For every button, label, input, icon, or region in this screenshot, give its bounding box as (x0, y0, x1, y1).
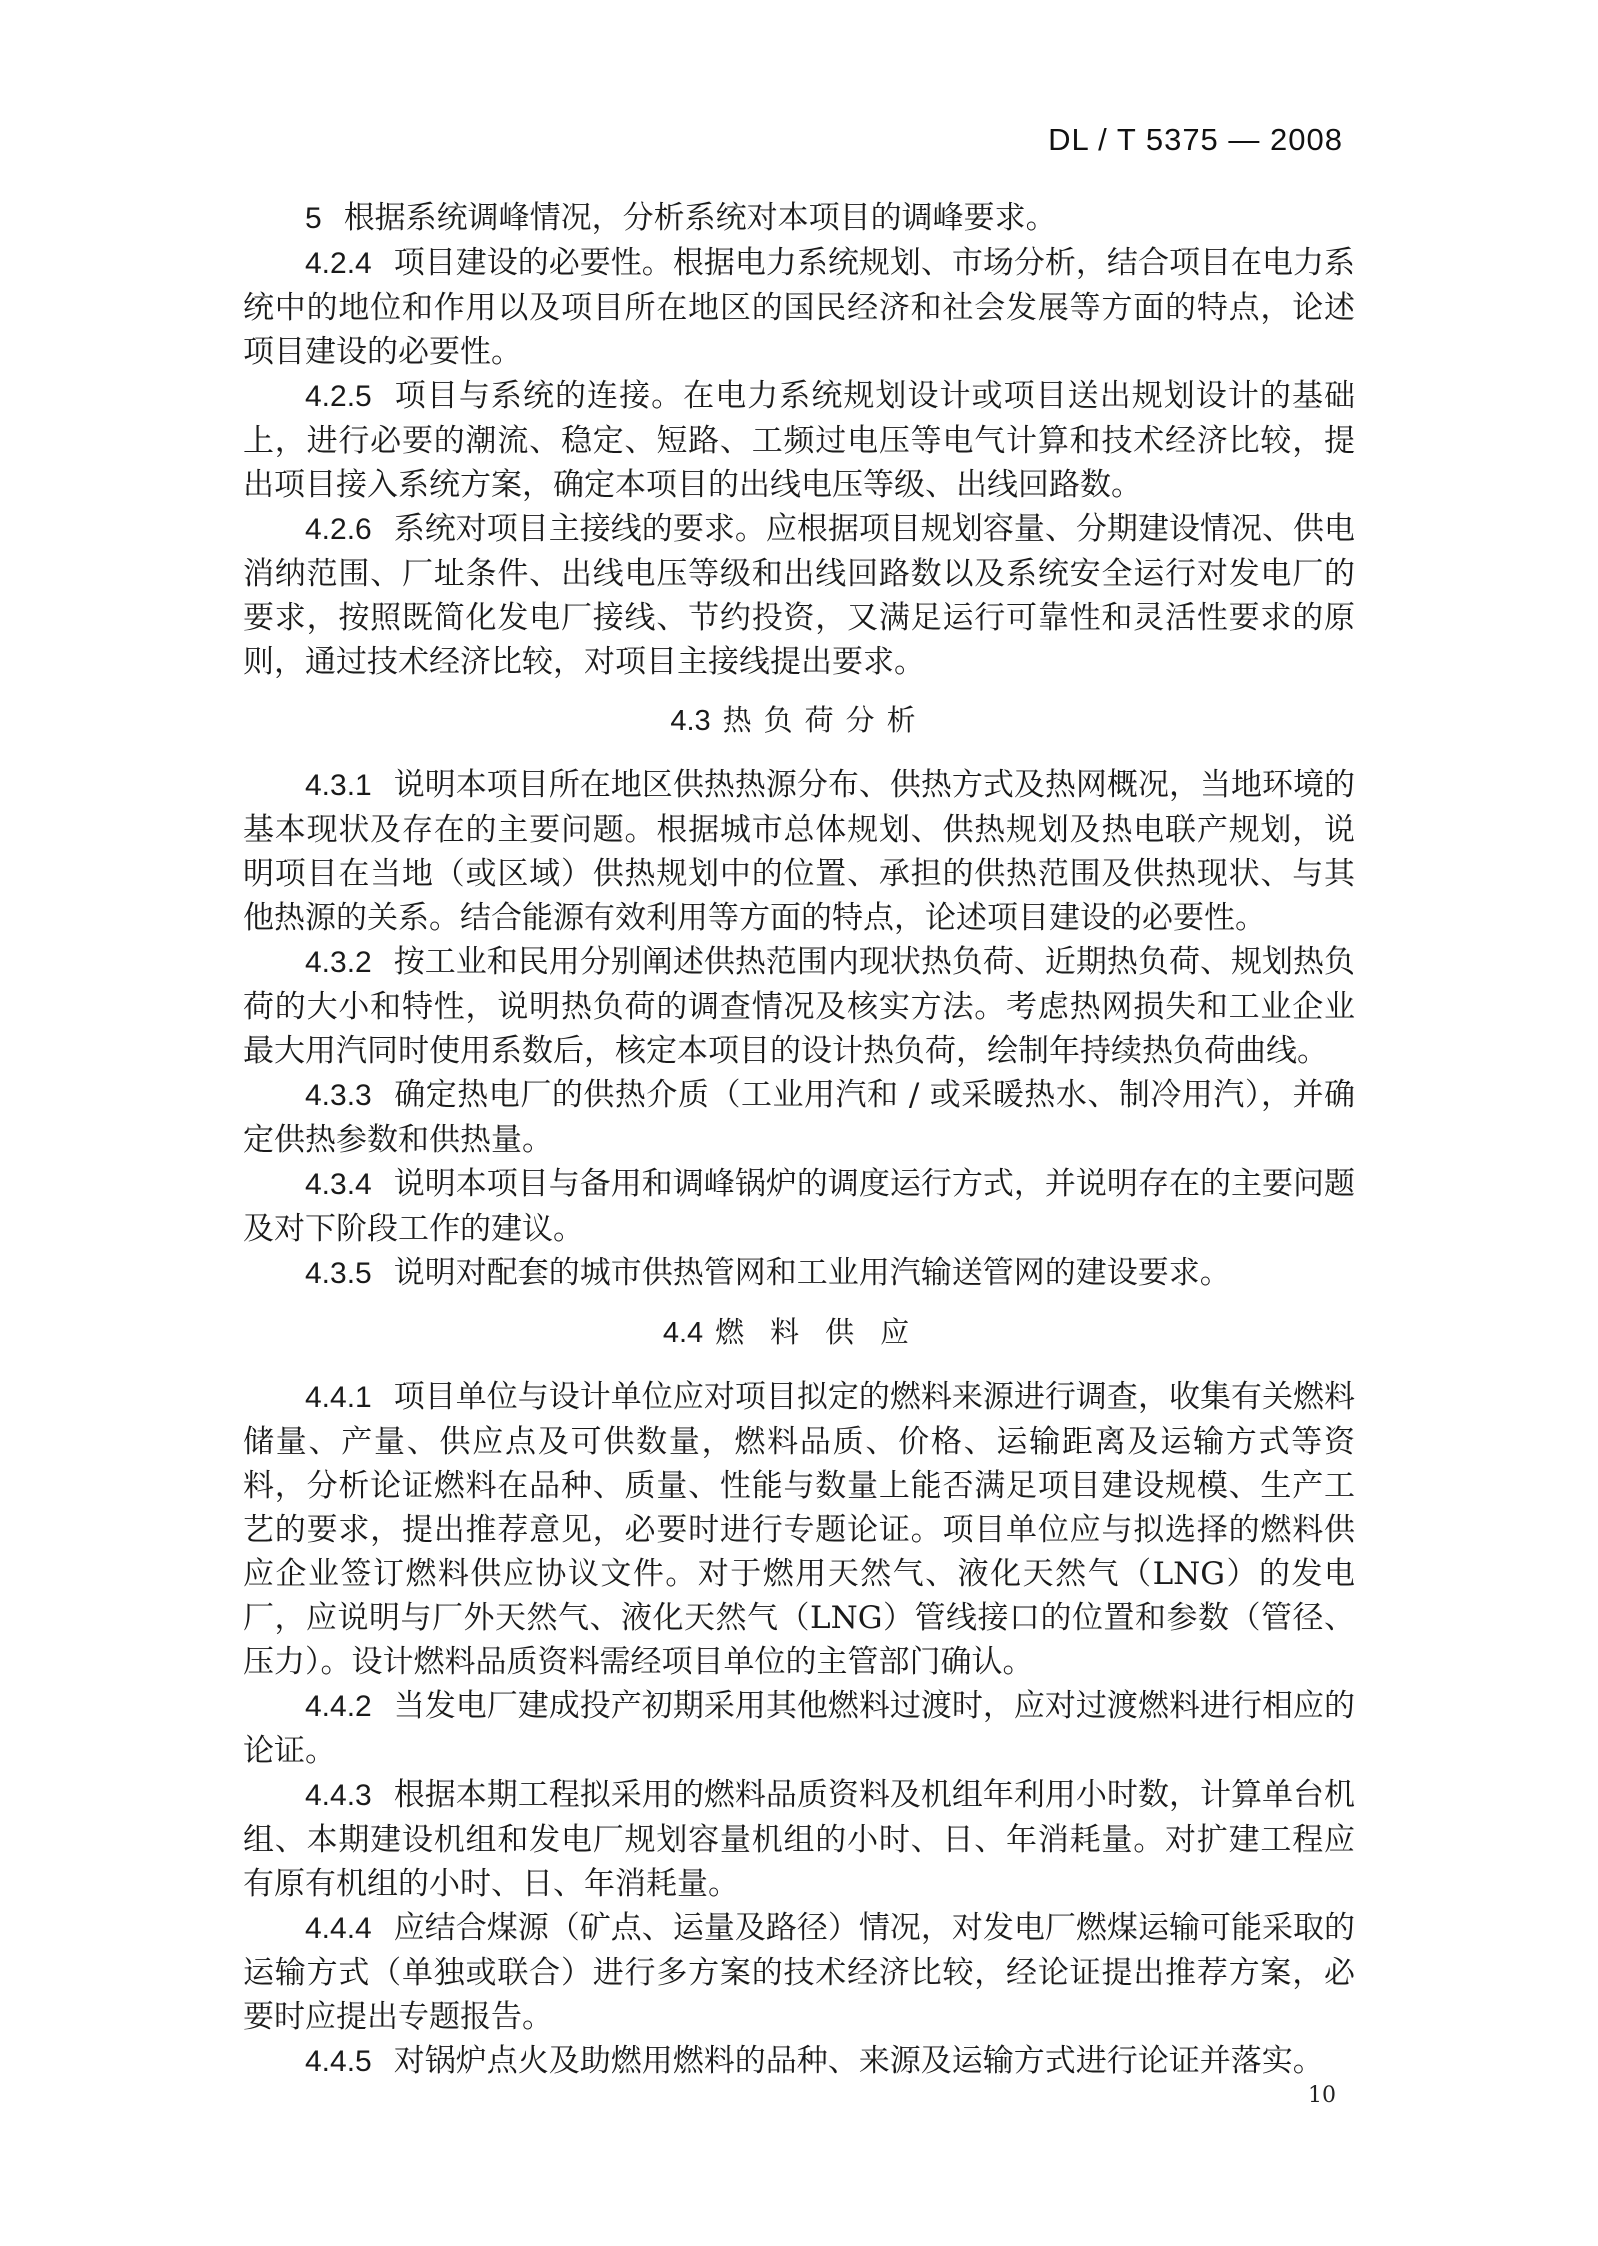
clause-text: 项目单位与设计单位应对项目拟定的燃料来源进行调查，收集有关燃料储量、产量、供应点及可供数量，燃料品质、价格、运输距离及运输方式等资料，分析论证燃料在品种、质量、性能与数量上能否满足项目建设规模、生产工艺的要求，提出推荐意见，必要时进行专题论证。项目单位应与拟选择的燃料供应企业签订燃料供应协议文件。对于燃用天然气、液化天然气（LNG）的发电厂，应说明与厂外天然气、液化天然气（LNG）管线接口的位置和参数（管径、压力）。设计燃料品质资料需经项目单位的主管部门确认。 (243, 1379, 1355, 1680)
clause-text: 根据系统调峰情况，分析系统对本项目的调峰要求。 (343, 200, 1057, 236)
clause-number: 4.2.5 (305, 380, 372, 413)
paragraph (243, 763, 1355, 940)
section-heading-4-3 (243, 698, 1355, 743)
paragraph (243, 1773, 1355, 1906)
paragraph (243, 507, 1355, 684)
clause-text: 对锅炉点火及助燃用燃料的品种、来源及运输方式进行论证并落实。 (393, 2043, 1324, 2079)
clause-number: 4.2.4 (305, 247, 372, 280)
document-body (243, 196, 1355, 2084)
paragraph (243, 1906, 1355, 2039)
clause-text: 应结合煤源（矿点、运量及路径）情况，对发电厂燃煤运输可能采取的运输方式（单独或联合）进行多方案的技术经济比较，经论证提出推荐方案，必要时应提出专题报告。 (243, 1910, 1355, 2035)
section-number: 4.4 (662, 1317, 704, 1349)
clause-text: 说明对配套的城市供热管网和工业用汽输送管网的建设要求。 (393, 1255, 1231, 1291)
clause-text: 按工业和民用分别阐述供热范围内现状热负荷、近期热负荷、规划热负荷的大小和特性，说明热负荷的调查情况及核实方法。考虑热网损失和工业企业最大用汽同时使用系数后，核定本项目的设计热负荷，绘制年持续热负荷曲线。 (243, 944, 1355, 1069)
paragraph (243, 241, 1355, 374)
clause-number: 4.2.6 (305, 513, 372, 546)
standard-code-header: DL / T 5375 — 2008 (1048, 122, 1343, 157)
clause-number: 4.4.3 (305, 1779, 372, 1812)
paragraph (243, 1684, 1355, 1773)
clause-text: 当发电厂建成投产初期采用其他燃料过渡时，应对过渡燃料进行相应的论证。 (243, 1688, 1355, 1769)
section-heading-4-4 (243, 1310, 1355, 1355)
paragraph (243, 1375, 1355, 1684)
paragraph (243, 940, 1355, 1073)
clause-number: 4.3.2 (305, 946, 372, 979)
clause-text: 说明本项目与备用和调峰锅炉的调度运行方式，并说明存在的主要问题及对下阶段工作的建议。 (243, 1166, 1355, 1247)
clause-text: 项目建设的必要性。根据电力系统规划、市场分析，结合项目在电力系统中的地位和作用以及项目所在地区的国民经济和社会发展等方面的特点，论述项目建设的必要性。 (243, 245, 1355, 370)
clause-text: 项目与系统的连接。在电力系统规划设计或项目送出规划设计的基础上，进行必要的潮流、稳定、短路、工频过电压等电气计算和技术经济比较，提出项目接入系统方案，确定本项目的出线电压等级、出线回路数。 (243, 378, 1355, 503)
clause-text: 系统对项目主接线的要求。应根据项目规划容量、分期建设情况、供电消纳范围、厂址条件、出线电压等级和出线回路数以及系统安全运行对发电厂的要求，按照既简化发电厂接线、节约投资，又满足运行可靠性和灵活性要求的原则，通过技术经济比较，对项目主接线提出要求。 (243, 511, 1355, 680)
paragraph (243, 1251, 1355, 1296)
clause-number: 4.4.1 (305, 1381, 372, 1414)
paragraph (243, 2039, 1355, 2084)
clause-text: 确定热电厂的供热介质（工业用汽和 / 或采暖热水、制冷用汽），并确定供热参数和供热量。 (243, 1077, 1355, 1158)
paragraph (243, 196, 1355, 241)
clause-number: 4.4.5 (305, 2045, 372, 2078)
clause-number: 5 (305, 202, 322, 235)
section-number: 4.3 (670, 705, 711, 737)
clause-number: 4.4.4 (305, 1912, 372, 1945)
page-number: 10 (1308, 2083, 1336, 2108)
paragraph (243, 374, 1355, 507)
paragraph (243, 1162, 1355, 1251)
clause-number: 4.3.3 (305, 1079, 372, 1112)
clause-number: 4.3.1 (305, 769, 372, 802)
clause-text: 根据本期工程拟采用的燃料品质资料及机组年利用小时数，计算单台机组、本期建设机组和发电厂规划容量机组的小时、日、年消耗量。对扩建工程应有原有机组的小时、日、年消耗量。 (243, 1777, 1355, 1902)
clause-number: 4.3.4 (305, 1168, 372, 1201)
clause-number: 4.3.5 (305, 1257, 372, 1290)
clause-text: 说明本项目所在地区供热热源分布、供热方式及热网概况，当地环境的基本现状及存在的主要问题。根据城市总体规划、供热规划及热电联产规划，说明项目在当地（或区域）供热规划中的位置、承担的供热范围及供热现状、与其他热源的关系。结合能源有效利用等方面的特点，论述项目建设的必要性。 (243, 767, 1355, 936)
paragraph (243, 1073, 1355, 1162)
clause-number: 4.4.2 (305, 1690, 372, 1723)
section-title: 燃料供应 (715, 1315, 936, 1349)
section-title: 热负荷分析 (722, 703, 928, 737)
